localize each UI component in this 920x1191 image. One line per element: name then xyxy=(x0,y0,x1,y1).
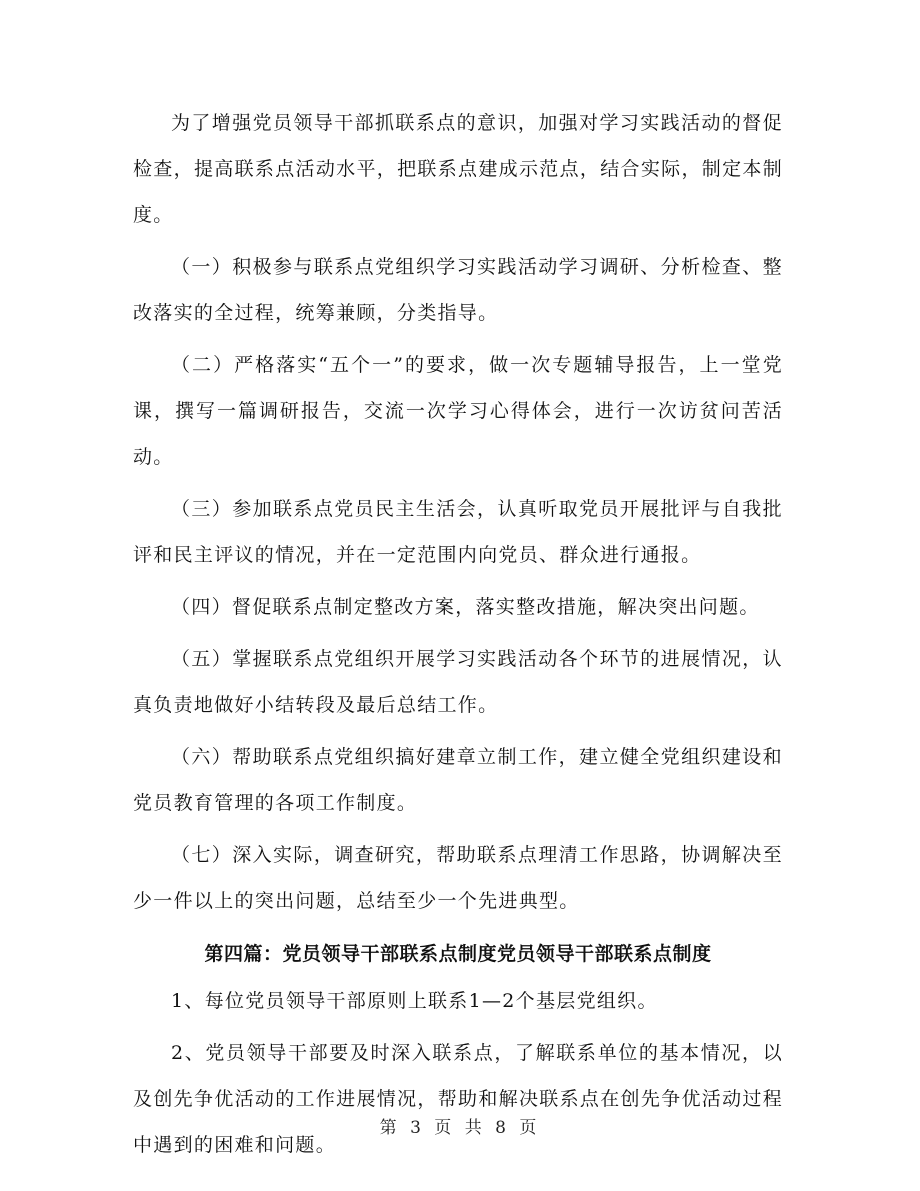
section-item-2: 2、党员领导干部要及时深入联系点，了解联系单位的基本情况，以及创先争优活动的工作进展情况，帮助和解决联系点在创先争优活动过程中遇到的困难和问题。 xyxy=(133,1042,783,1156)
item-1: （一）积极参与联系点党组织学习实践活动学习调研、分析检查、整改落实的全过程，统筹兼顾，分类指导。 xyxy=(133,256,783,324)
item-7: （七）深入实际，调查研究，帮助联系点理清工作思路，协调解决至少一件以上的突出问题，总结至少一个先进典型。 xyxy=(133,844,783,912)
document-body xyxy=(133,100,783,1174)
page-number: 第 3 页 共 8 页 xyxy=(379,1118,541,1138)
intro-paragraph: 为了增强党员领导干部抓联系点的意识，加强对学习实践活动的督促检查，提高联系点活动水平，把联系点建成示范点，结合实际，制定本制度。 xyxy=(133,112,783,226)
item-5: （五）掌握联系点党组织开展学习实践活动各个环节的进展情况，认真负责地做好小结转段及最后总结工作。 xyxy=(133,648,783,716)
item-3: （三）参加联系点党员民主生活会，认真听取党员开展批评与自我批评和民主评议的情况，并在一定范围内向党员、群众进行通报。 xyxy=(133,498,783,566)
section-heading: 第四篇：党员领导干部联系点制度党员领导干部联系点制度 xyxy=(204,943,712,965)
item-4: （四）督促联系点制定整改方案，落实整改措施，解决突出问题。 xyxy=(171,596,760,618)
item-2: （二）严格落实“五个一”的要求，做一次专题辅导报告，上一堂党课，撰写一篇调研报告，交流一次学习心得体会，进行一次访贫问苦活动。 xyxy=(133,354,783,468)
item-6: （六）帮助联系点党组织搞好建章立制工作，建立健全党组织建设和党员教育管理的各项工作制度。 xyxy=(133,746,783,814)
section-item-1: 1、每位党员领导干部原则上联系1—2个基层党组织。 xyxy=(171,990,658,1012)
